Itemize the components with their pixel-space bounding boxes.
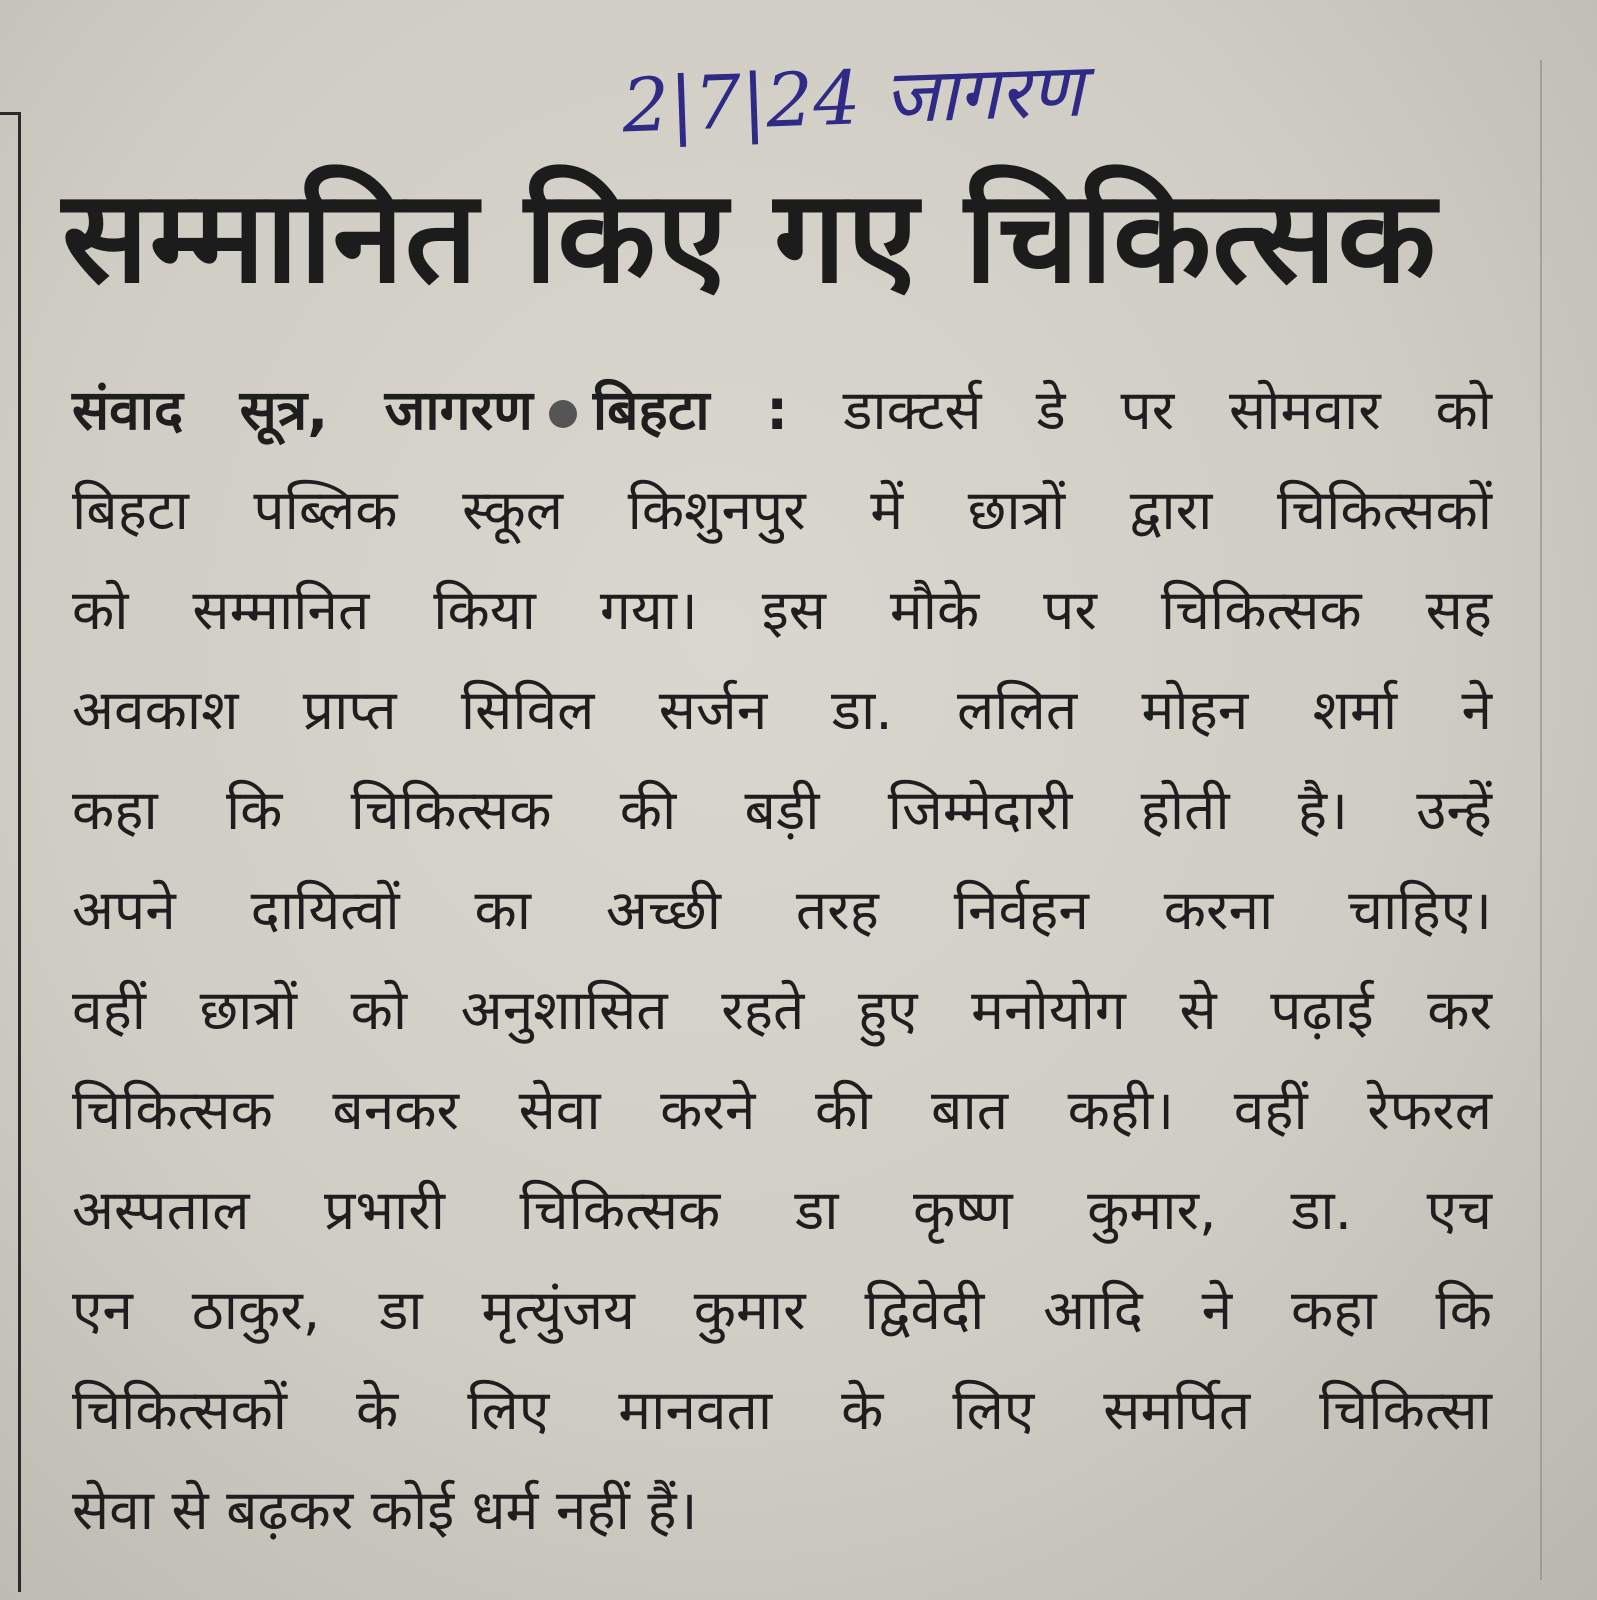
article-line: अपने दायित्वों का अच्छी तरह निर्वहन करना चाहिए।	[72, 878, 1492, 942]
column-rule-top	[0, 112, 20, 115]
article-line: को सम्मानित किया गया। इस मौके पर चिकित्सक सह	[72, 578, 1492, 642]
article-text: डाक्टर्स डे पर सोमवार को	[842, 378, 1492, 442]
byline-source: संवाद सूत्र, जागरण	[72, 378, 533, 442]
article-line: एन ठाकुर, डा मृत्युंजय कुमार द्विवेदी आदि ने कहा कि	[72, 1278, 1492, 1342]
bullet-dot	[549, 400, 577, 428]
headline: सम्मानित किए गए चिकित्सक	[62, 163, 1437, 312]
article-line: बिहटा पब्लिक स्कूल किशुनपुर में छात्रों द्वारा चिकित्सकों	[72, 478, 1492, 542]
column-rule	[18, 112, 21, 1592]
handwritten-date-note: 2|7|24 जागरण	[620, 47, 1085, 150]
article-line-last: सेवा से बढ़कर कोई धर्म नहीं हैं।	[72, 1478, 698, 1542]
article-body	[72, 360, 1492, 1560]
article-line: चिकित्सकों के लिए मानवता के लिए समर्पित चिकित्सा	[72, 1378, 1492, 1442]
byline-place: बिहटा :	[592, 378, 789, 442]
page-edge	[1540, 60, 1542, 1580]
article-line: कहा कि चिकित्सक की बड़ी जिम्मेदारी होती है। उन्हें	[72, 778, 1492, 842]
article-line: चिकित्सक बनकर सेवा करने की बात कही। वहीं रेफरल	[72, 1078, 1492, 1142]
article-line: अस्पताल प्रभारी चिकित्सक डा कृष्ण कुमार, डा. एच	[72, 1178, 1492, 1242]
article-line: अवकाश प्राप्त सिविल सर्जन डा. ललित मोहन शर्मा ने	[72, 678, 1492, 742]
cropped-previous-text	[0, 0, 1000, 12]
article-line	[72, 360, 1492, 460]
article-line: वहीं छात्रों को अनुशासित रहते हुए मनोयोग से पढ़ाई कर	[72, 978, 1492, 1042]
